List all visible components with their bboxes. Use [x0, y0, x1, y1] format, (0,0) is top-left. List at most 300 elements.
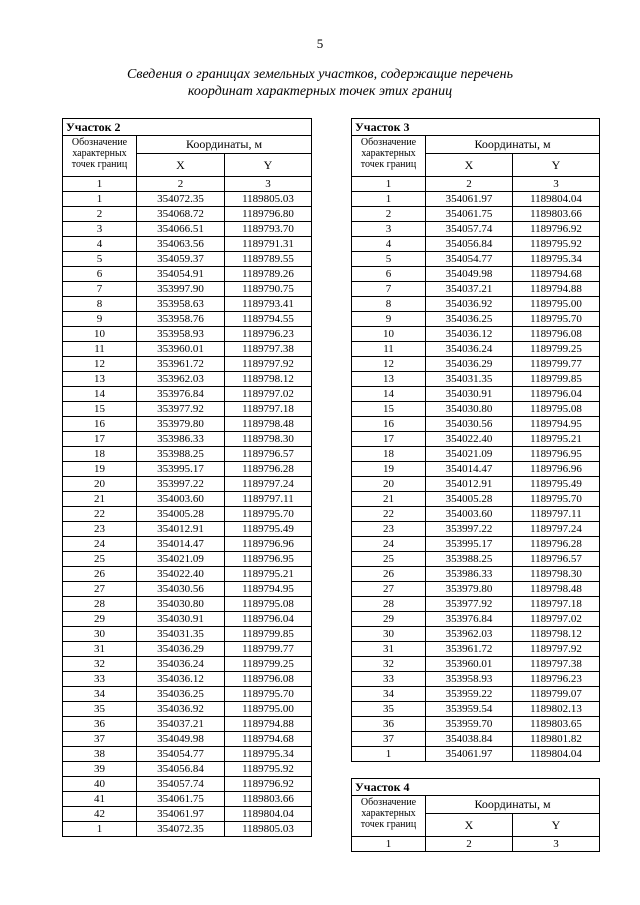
x-coordinate-cell: 353962.03 — [426, 627, 513, 642]
table-row — [63, 252, 312, 267]
x-coordinate-cell: 354036.24 — [137, 657, 225, 672]
point-number-cell: 26 — [352, 567, 426, 582]
x-coordinate-cell: 354036.29 — [426, 357, 513, 372]
y-coordinate-cell: 1189795.92 — [225, 762, 312, 777]
point-number-cell: 5 — [352, 252, 426, 267]
point-number-cell: 39 — [63, 762, 137, 777]
point-number-cell: 31 — [352, 642, 426, 657]
point-number-cell: 26 — [63, 567, 137, 582]
x-coordinate-cell: 353976.84 — [137, 387, 225, 402]
point-number-cell: 33 — [352, 672, 426, 687]
x-header: X — [137, 154, 225, 177]
x-coordinate-cell: 353986.33 — [137, 432, 225, 447]
y-coordinate-cell: 1189805.03 — [225, 192, 312, 207]
table-row — [63, 717, 312, 732]
point-number-cell: 14 — [63, 387, 137, 402]
column-number-1: 1 — [63, 177, 137, 192]
column-number-1: 1 — [352, 837, 426, 852]
y-coordinate-cell: 1189796.96 — [225, 537, 312, 552]
table-row — [352, 207, 600, 222]
x-coordinate-cell: 354005.28 — [426, 492, 513, 507]
point-number-cell: 29 — [352, 612, 426, 627]
y-coordinate-cell: 1189795.08 — [225, 597, 312, 612]
point-number-cell: 34 — [352, 687, 426, 702]
x-coordinate-cell: 353958.93 — [426, 672, 513, 687]
y-coordinate-cell: 1189796.96 — [513, 462, 600, 477]
table-row — [63, 327, 312, 342]
table-row — [63, 657, 312, 672]
point-number-cell: 23 — [63, 522, 137, 537]
table-row — [352, 567, 600, 582]
table-row — [352, 432, 600, 447]
table-row — [63, 312, 312, 327]
point-number-cell: 30 — [352, 627, 426, 642]
point-number-cell: 19 — [63, 462, 137, 477]
x-coordinate-cell: 353962.03 — [137, 372, 225, 387]
column-number-1: 1 — [352, 177, 426, 192]
x-coordinate-cell: 354037.21 — [426, 282, 513, 297]
table-row — [352, 657, 600, 672]
y-coordinate-cell: 1189799.85 — [225, 627, 312, 642]
table-row — [63, 507, 312, 522]
y-coordinate-cell: 1189798.12 — [225, 372, 312, 387]
y-coordinate-cell: 1189794.95 — [225, 582, 312, 597]
point-number-cell: 1 — [352, 747, 426, 762]
point-number-cell: 22 — [352, 507, 426, 522]
x-coordinate-cell: 354049.98 — [137, 732, 225, 747]
y-coordinate-cell: 1189797.24 — [225, 477, 312, 492]
x-coordinate-cell: 353976.84 — [426, 612, 513, 627]
y-coordinate-cell: 1189794.95 — [513, 417, 600, 432]
x-coordinate-cell: 354014.47 — [137, 537, 225, 552]
y-coordinate-cell: 1189796.92 — [225, 777, 312, 792]
y-coordinate-cell: 1189789.26 — [225, 267, 312, 282]
point-number-cell: 5 — [63, 252, 137, 267]
table-row — [63, 342, 312, 357]
x-coordinate-cell: 354003.60 — [137, 492, 225, 507]
x-coordinate-cell: 354014.47 — [426, 462, 513, 477]
x-coordinate-cell: 353958.63 — [137, 297, 225, 312]
point-number-cell: 6 — [63, 267, 137, 282]
table-row — [352, 522, 600, 537]
y-coordinate-cell: 1189799.77 — [225, 642, 312, 657]
x-coordinate-cell: 354012.91 — [426, 477, 513, 492]
y-coordinate-cell: 1189795.70 — [513, 492, 600, 507]
point-number-cell: 11 — [63, 342, 137, 357]
x-coordinate-cell: 354031.35 — [137, 627, 225, 642]
x-coordinate-cell: 354022.40 — [426, 432, 513, 447]
point-number-cell: 7 — [352, 282, 426, 297]
table-row — [63, 612, 312, 627]
point-number-cell: 13 — [63, 372, 137, 387]
y-coordinate-cell: 1189795.70 — [225, 507, 312, 522]
y-coordinate-cell: 1189795.92 — [513, 237, 600, 252]
point-number-cell: 4 — [352, 237, 426, 252]
table-row — [63, 357, 312, 372]
point-number-cell: 35 — [352, 702, 426, 717]
coordinates-header: Координаты, м — [426, 796, 600, 814]
y-coordinate-cell: 1189796.23 — [225, 327, 312, 342]
x-coordinate-cell: 354030.80 — [137, 597, 225, 612]
x-coordinate-cell: 354036.29 — [137, 642, 225, 657]
point-number-cell: 21 — [352, 492, 426, 507]
point-number-cell: 25 — [352, 552, 426, 567]
point-number-cell: 16 — [63, 417, 137, 432]
coordinates-header: Координаты, м — [426, 136, 600, 154]
y-coordinate-cell: 1189799.77 — [513, 357, 600, 372]
table-row — [63, 537, 312, 552]
x-coordinate-cell: 354021.09 — [426, 447, 513, 462]
table-row — [352, 747, 600, 762]
x-coordinate-cell: 353959.54 — [426, 702, 513, 717]
point-number-cell: 31 — [63, 642, 137, 657]
y-coordinate-cell: 1189803.66 — [513, 207, 600, 222]
y-coordinate-cell: 1189804.04 — [513, 192, 600, 207]
x-coordinate-cell: 354036.12 — [426, 327, 513, 342]
table-row — [63, 237, 312, 252]
point-number-cell: 8 — [63, 297, 137, 312]
point-number-cell: 41 — [63, 792, 137, 807]
y-coordinate-cell: 1189795.34 — [225, 747, 312, 762]
x-coordinate-cell: 354030.91 — [426, 387, 513, 402]
x-coordinate-cell: 354038.84 — [426, 732, 513, 747]
y-coordinate-cell: 1189797.18 — [513, 597, 600, 612]
table-row — [63, 552, 312, 567]
y-coordinate-cell: 1189797.18 — [225, 402, 312, 417]
y-coordinate-cell: 1189789.55 — [225, 252, 312, 267]
y-coordinate-cell: 1189797.11 — [225, 492, 312, 507]
point-number-cell: 9 — [63, 312, 137, 327]
table-row — [352, 507, 600, 522]
x-coordinate-cell: 353960.01 — [426, 657, 513, 672]
table-row — [63, 702, 312, 717]
y-coordinate-cell: 1189805.03 — [225, 822, 312, 837]
x-coordinate-cell: 354061.97 — [426, 747, 513, 762]
point-number-cell: 6 — [352, 267, 426, 282]
point-number-cell: 19 — [352, 462, 426, 477]
y-coordinate-cell: 1189796.92 — [513, 222, 600, 237]
y-coordinate-cell: 1189796.80 — [225, 207, 312, 222]
x-coordinate-cell: 354054.77 — [426, 252, 513, 267]
x-coordinate-cell: 353979.80 — [137, 417, 225, 432]
point-number-cell: 12 — [352, 357, 426, 372]
column-number-2: 2 — [426, 837, 513, 852]
table-row — [352, 582, 600, 597]
table-row — [63, 282, 312, 297]
x-coordinate-cell: 353961.72 — [426, 642, 513, 657]
y-header: Y — [225, 154, 312, 177]
y-coordinate-cell: 1189795.49 — [225, 522, 312, 537]
table-row — [63, 372, 312, 387]
y-coordinate-cell: 1189794.55 — [225, 312, 312, 327]
y-coordinate-cell: 1189798.30 — [225, 432, 312, 447]
y-coordinate-cell: 1189797.92 — [225, 357, 312, 372]
x-coordinate-cell: 354059.37 — [137, 252, 225, 267]
point-number-cell: 36 — [63, 717, 137, 732]
y-coordinate-cell: 1189795.00 — [225, 702, 312, 717]
table-row — [352, 627, 600, 642]
y-header: Y — [513, 814, 600, 837]
point-number-cell: 16 — [352, 417, 426, 432]
table-row — [352, 297, 600, 312]
point-number-cell: 36 — [352, 717, 426, 732]
table-row — [352, 342, 600, 357]
point-number-cell: 1 — [63, 822, 137, 837]
point-number-cell: 3 — [352, 222, 426, 237]
table-row — [352, 417, 600, 432]
table-row — [63, 642, 312, 657]
table-row — [352, 687, 600, 702]
table-row — [63, 477, 312, 492]
x-coordinate-cell: 354036.92 — [137, 702, 225, 717]
x-coordinate-cell: 353960.01 — [137, 342, 225, 357]
column-number-2: 2 — [426, 177, 513, 192]
x-coordinate-cell: 354066.51 — [137, 222, 225, 237]
y-coordinate-cell: 1189795.49 — [513, 477, 600, 492]
y-coordinate-cell: 1189797.24 — [513, 522, 600, 537]
x-coordinate-cell: 353988.25 — [426, 552, 513, 567]
table-row — [352, 387, 600, 402]
y-coordinate-cell: 1189798.48 — [225, 417, 312, 432]
point-number-cell: 24 — [352, 537, 426, 552]
x-coordinate-cell: 354036.25 — [426, 312, 513, 327]
table-row — [63, 402, 312, 417]
y-coordinate-cell: 1189797.02 — [225, 387, 312, 402]
y-coordinate-cell: 1189795.34 — [513, 252, 600, 267]
y-header: Y — [513, 154, 600, 177]
point-number-cell: 7 — [63, 282, 137, 297]
column-number-3: 3 — [513, 177, 600, 192]
x-coordinate-cell: 353959.22 — [426, 687, 513, 702]
point-number-cell: 33 — [63, 672, 137, 687]
table-row — [63, 522, 312, 537]
y-coordinate-cell: 1189794.68 — [513, 267, 600, 282]
table-row — [63, 672, 312, 687]
x-coordinate-cell: 353977.92 — [426, 597, 513, 612]
table-row — [63, 387, 312, 402]
table-row — [63, 417, 312, 432]
x-coordinate-cell: 353997.22 — [137, 477, 225, 492]
point-number-cell: 1 — [352, 192, 426, 207]
point-number-cell: 18 — [63, 447, 137, 462]
y-coordinate-cell: 1189804.04 — [225, 807, 312, 822]
y-coordinate-cell: 1189803.65 — [513, 717, 600, 732]
table-row — [63, 462, 312, 477]
point-number-cell: 3 — [63, 222, 137, 237]
y-coordinate-cell: 1189795.21 — [513, 432, 600, 447]
x-coordinate-cell: 354036.24 — [426, 342, 513, 357]
point-number-cell: 15 — [63, 402, 137, 417]
y-coordinate-cell: 1189796.08 — [513, 327, 600, 342]
y-coordinate-cell: 1189793.70 — [225, 222, 312, 237]
table-row — [63, 762, 312, 777]
table-row — [352, 642, 600, 657]
designation-header: Обозначение характерных точек границ — [352, 136, 426, 177]
x-coordinate-cell: 354057.74 — [137, 777, 225, 792]
x-coordinate-cell: 354061.75 — [426, 207, 513, 222]
x-coordinate-cell: 354054.77 — [137, 747, 225, 762]
column-number-2: 2 — [137, 177, 225, 192]
table-row — [352, 597, 600, 612]
table-row — [63, 597, 312, 612]
table-row — [63, 777, 312, 792]
point-number-cell: 37 — [352, 732, 426, 747]
point-number-cell: 25 — [63, 552, 137, 567]
x-coordinate-cell: 354054.91 — [137, 267, 225, 282]
y-coordinate-cell: 1189803.66 — [225, 792, 312, 807]
y-coordinate-cell: 1189801.82 — [513, 732, 600, 747]
y-coordinate-cell: 1189798.12 — [513, 627, 600, 642]
coordinates-header: Координаты, м — [137, 136, 312, 154]
x-coordinate-cell: 354072.35 — [137, 192, 225, 207]
table-row — [352, 537, 600, 552]
x-coordinate-cell: 354061.97 — [137, 807, 225, 822]
y-coordinate-cell: 1189796.95 — [513, 447, 600, 462]
point-number-cell: 38 — [63, 747, 137, 762]
y-coordinate-cell: 1189796.23 — [513, 672, 600, 687]
table-row — [63, 222, 312, 237]
y-coordinate-cell: 1189796.95 — [225, 552, 312, 567]
point-number-cell: 42 — [63, 807, 137, 822]
table-row — [352, 222, 600, 237]
table-row — [352, 312, 600, 327]
point-number-cell: 10 — [63, 327, 137, 342]
table-row — [63, 447, 312, 462]
point-number-cell: 29 — [63, 612, 137, 627]
y-coordinate-cell: 1189804.04 — [513, 747, 600, 762]
point-number-cell: 10 — [352, 327, 426, 342]
table-row — [63, 192, 312, 207]
point-number-cell: 21 — [63, 492, 137, 507]
y-coordinate-cell: 1189795.70 — [225, 687, 312, 702]
x-coordinate-cell: 354057.74 — [426, 222, 513, 237]
plot-2-title: Участок 2 — [63, 119, 312, 136]
y-coordinate-cell: 1189797.38 — [225, 342, 312, 357]
x-coordinate-cell: 354031.35 — [426, 372, 513, 387]
table-row — [352, 267, 600, 282]
table-row — [352, 447, 600, 462]
point-number-cell: 2 — [63, 207, 137, 222]
point-number-cell: 17 — [352, 432, 426, 447]
table-row — [63, 432, 312, 447]
point-number-cell: 32 — [63, 657, 137, 672]
x-coordinate-cell: 354003.60 — [426, 507, 513, 522]
y-coordinate-cell: 1189795.00 — [513, 297, 600, 312]
table-row — [352, 717, 600, 732]
table-row — [63, 297, 312, 312]
designation-header: Обозначение характерных точек границ — [352, 796, 426, 837]
y-coordinate-cell: 1189796.28 — [513, 537, 600, 552]
table-row — [352, 357, 600, 372]
plot-4-title: Участок 4 — [352, 779, 600, 796]
table-row — [352, 402, 600, 417]
x-coordinate-cell: 354061.75 — [137, 792, 225, 807]
point-number-cell: 23 — [352, 522, 426, 537]
table-row — [63, 807, 312, 822]
point-number-cell: 17 — [63, 432, 137, 447]
x-coordinate-cell: 353961.72 — [137, 357, 225, 372]
y-coordinate-cell: 1189793.41 — [225, 297, 312, 312]
x-coordinate-cell: 354056.84 — [137, 762, 225, 777]
y-coordinate-cell: 1189802.13 — [513, 702, 600, 717]
y-coordinate-cell: 1189798.30 — [513, 567, 600, 582]
table-row — [63, 822, 312, 837]
y-coordinate-cell: 1189794.88 — [225, 717, 312, 732]
point-number-cell: 37 — [63, 732, 137, 747]
x-header: X — [426, 814, 513, 837]
x-coordinate-cell: 354063.56 — [137, 237, 225, 252]
y-coordinate-cell: 1189799.25 — [225, 657, 312, 672]
point-number-cell: 18 — [352, 447, 426, 462]
x-coordinate-cell: 354030.91 — [137, 612, 225, 627]
y-coordinate-cell: 1189797.92 — [513, 642, 600, 657]
x-coordinate-cell: 353997.90 — [137, 282, 225, 297]
x-coordinate-cell: 353958.76 — [137, 312, 225, 327]
point-number-cell: 2 — [352, 207, 426, 222]
table-row — [63, 627, 312, 642]
x-coordinate-cell: 354030.56 — [137, 582, 225, 597]
heading-line-1: Сведения о границах земельных участков, содержащие перечень — [127, 67, 513, 82]
designation-header: Обозначение характерных точек границ — [63, 136, 137, 177]
y-coordinate-cell: 1189795.21 — [225, 567, 312, 582]
plot-2-coordinates-table — [62, 118, 312, 837]
y-coordinate-cell: 1189794.88 — [513, 282, 600, 297]
y-coordinate-cell: 1189797.38 — [513, 657, 600, 672]
table-row — [63, 747, 312, 762]
point-number-cell: 22 — [63, 507, 137, 522]
point-number-cell: 11 — [352, 342, 426, 357]
x-coordinate-cell: 354037.21 — [137, 717, 225, 732]
x-coordinate-cell: 354036.92 — [426, 297, 513, 312]
point-number-cell: 8 — [352, 297, 426, 312]
table-row — [63, 732, 312, 747]
x-coordinate-cell: 354061.97 — [426, 192, 513, 207]
table-row — [352, 732, 600, 747]
point-number-cell: 4 — [63, 237, 137, 252]
y-coordinate-cell: 1189790.75 — [225, 282, 312, 297]
y-coordinate-cell: 1189797.11 — [513, 507, 600, 522]
x-coordinate-cell: 353977.92 — [137, 402, 225, 417]
table-row — [352, 192, 600, 207]
table-row — [352, 252, 600, 267]
table-row — [352, 492, 600, 507]
table-row — [352, 672, 600, 687]
point-number-cell: 24 — [63, 537, 137, 552]
table-row — [63, 207, 312, 222]
point-number-cell: 13 — [352, 372, 426, 387]
x-coordinate-cell: 354012.91 — [137, 522, 225, 537]
column-number-3: 3 — [225, 177, 312, 192]
point-number-cell: 12 — [63, 357, 137, 372]
y-coordinate-cell: 1189799.07 — [513, 687, 600, 702]
y-coordinate-cell: 1189797.02 — [513, 612, 600, 627]
table-row — [352, 372, 600, 387]
table-row — [352, 477, 600, 492]
table-row — [352, 282, 600, 297]
table-row — [352, 612, 600, 627]
table-row — [352, 237, 600, 252]
x-coordinate-cell: 354072.35 — [137, 822, 225, 837]
table-row — [352, 552, 600, 567]
point-number-cell: 34 — [63, 687, 137, 702]
table-row — [63, 267, 312, 282]
y-coordinate-cell: 1189799.25 — [513, 342, 600, 357]
point-number-cell: 27 — [352, 582, 426, 597]
y-coordinate-cell: 1189798.48 — [513, 582, 600, 597]
point-number-cell: 35 — [63, 702, 137, 717]
x-coordinate-cell: 354022.40 — [137, 567, 225, 582]
page-number: 5 — [316, 36, 324, 51]
